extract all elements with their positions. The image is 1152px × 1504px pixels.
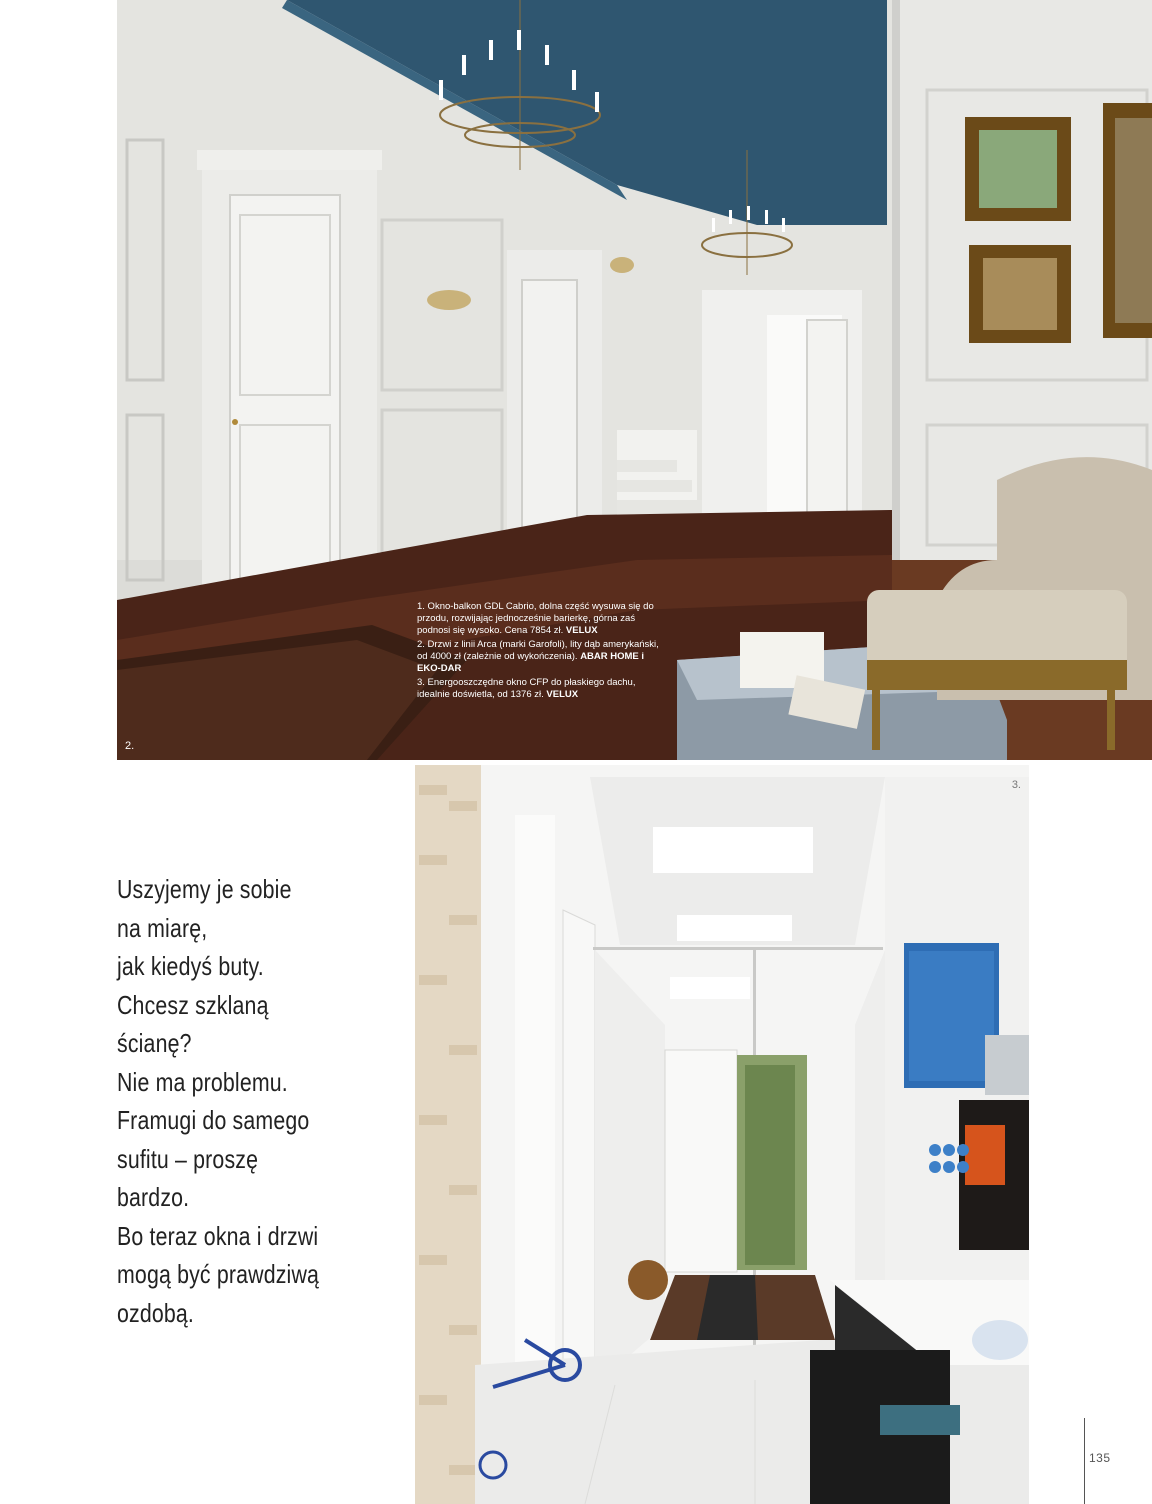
folio-divider <box>1084 1418 1085 1504</box>
photo-number-label: 3. <box>1011 779 1021 791</box>
quote-line: sufitu – proszę <box>117 1143 259 1174</box>
corridor-photo <box>415 765 1029 1504</box>
quote-line: ozdobą. <box>117 1297 195 1328</box>
photo-caption <box>417 601 662 703</box>
caption-brand: VELUX <box>546 689 579 700</box>
quote-line: bardzo. <box>117 1182 190 1212</box>
pull-quote <box>117 870 355 1332</box>
quote-line: Bo teraz okna i drzwi <box>117 1220 319 1251</box>
caption-brand: ABAR HOME i EKO-DAR <box>417 651 645 674</box>
caption-item-3: 3. Energooszczędne okno CFP do płaskiego dachu, idealnie doświetla, od 1376 zł. VELUX <box>417 677 636 700</box>
hallway-photo <box>117 0 1152 760</box>
caption-item-1: 1. Okno-balkon GDL Cabrio, dolna część wysuwa się do przodu, rozwijając jednocześnie barierkę, górna zaś podnosi się wysoko. Cena 7854 zł. VELUX <box>417 601 654 636</box>
quote-line: Nie ma problemu. <box>117 1066 288 1097</box>
quote-line: Chcesz szklaną <box>117 989 269 1020</box>
quote-line: mogą być prawdziwą <box>117 1259 320 1289</box>
photo-number-label: 2. <box>125 740 135 752</box>
quote-line: Uszyjemy je sobie <box>117 874 292 904</box>
caption-item-2: 2. Drzwi z linii Arca (marki Garofoli), lity dąb amerykański, od 4000 zł (zależnie od wykończenia). ABAR HOME i EKO-DAR <box>417 639 659 674</box>
quote-line: na miarę, <box>117 912 208 943</box>
quote-line: ścianę? <box>117 1028 192 1058</box>
page-number: 135 <box>1089 1451 1111 1465</box>
corridor-illustration <box>415 765 1029 1504</box>
quote-line: jak kiedyś buty. <box>117 951 264 981</box>
caption-brand: VELUX <box>565 625 598 636</box>
quote-line: Framugi do samego <box>117 1105 310 1135</box>
